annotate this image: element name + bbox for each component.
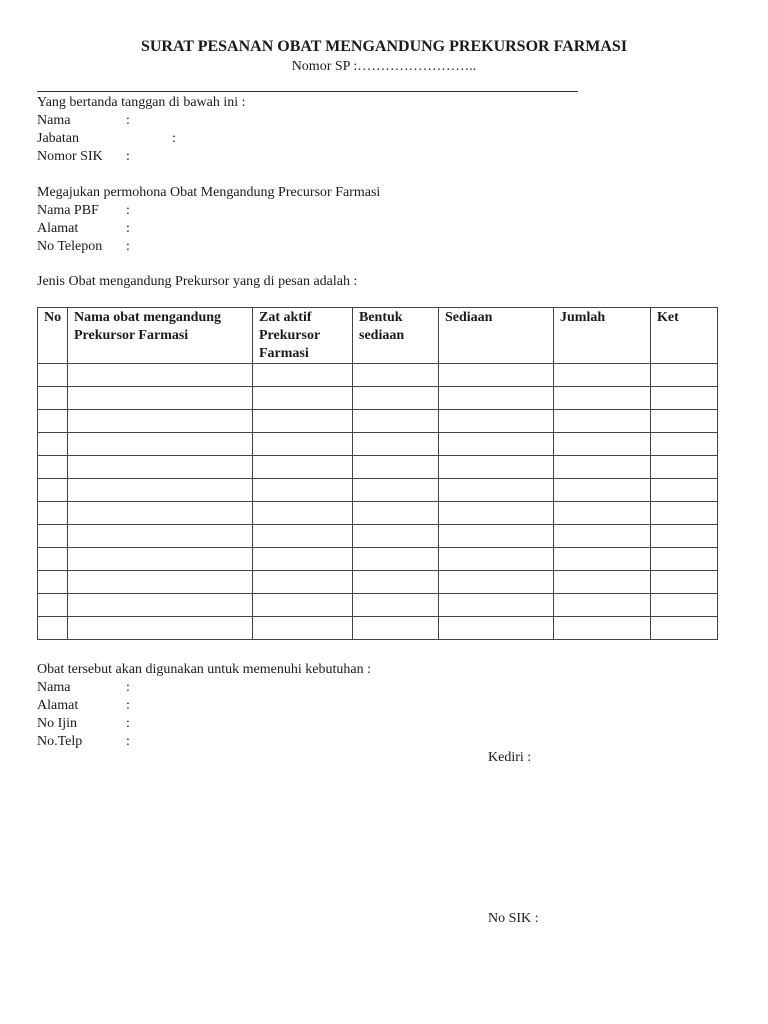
header-nama-obat xyxy=(68,308,253,364)
table-cell[interactable] xyxy=(554,548,651,571)
table-row xyxy=(38,502,718,525)
field-label: No Telepon xyxy=(37,239,103,254)
table-cell[interactable] xyxy=(651,410,718,433)
table-cell[interactable] xyxy=(68,525,253,548)
table-row xyxy=(38,525,718,548)
header-text: Sediaan xyxy=(445,310,493,325)
table-cell[interactable] xyxy=(353,502,439,525)
table-cell[interactable] xyxy=(439,410,554,433)
table-cell[interactable] xyxy=(253,502,353,525)
table-cell[interactable] xyxy=(253,525,353,548)
table-row xyxy=(38,479,718,502)
table-cell[interactable] xyxy=(68,364,253,387)
header-text: sediaan xyxy=(359,328,405,343)
table-row xyxy=(38,387,718,410)
table-cell[interactable] xyxy=(253,456,353,479)
table-row xyxy=(38,571,718,594)
table-cell[interactable] xyxy=(554,433,651,456)
table-cell[interactable] xyxy=(439,364,554,387)
table-cell[interactable] xyxy=(651,364,718,387)
table-row xyxy=(38,364,718,387)
table-cell[interactable] xyxy=(651,479,718,502)
header-sediaan xyxy=(439,308,554,364)
table-cell[interactable] xyxy=(554,410,651,433)
field-colon: : xyxy=(126,221,130,236)
signature-no-sik: No SIK : xyxy=(488,911,539,926)
field-label: No Ijin xyxy=(37,716,78,731)
header-jumlah xyxy=(554,308,651,364)
table-cell[interactable] xyxy=(68,410,253,433)
section1-intro: Yang bertanda tanggan di bawah ini : xyxy=(37,95,246,110)
table-cell[interactable] xyxy=(68,571,253,594)
table-cell[interactable] xyxy=(353,594,439,617)
table-cell[interactable] xyxy=(68,433,253,456)
header-zat-aktif xyxy=(253,308,353,364)
table-row xyxy=(38,617,718,640)
table-cell[interactable] xyxy=(353,410,439,433)
header-text: Zat aktif xyxy=(259,310,312,325)
table-cell[interactable] xyxy=(651,594,718,617)
header-text: Bentuk xyxy=(359,310,403,325)
table-cell[interactable] xyxy=(253,387,353,410)
table-cell[interactable] xyxy=(651,571,718,594)
section3-intro: Obat tersebut akan digunakan untuk memenuhi kebutuhan : xyxy=(37,662,371,677)
field-label: Nama xyxy=(37,113,71,128)
table-cell[interactable] xyxy=(253,617,353,640)
field-label: Nama xyxy=(37,680,71,695)
table-cell[interactable] xyxy=(68,456,253,479)
table-cell[interactable] xyxy=(353,525,439,548)
order-table xyxy=(37,307,718,640)
table-cell[interactable] xyxy=(68,617,253,640)
table-cell[interactable] xyxy=(38,525,68,548)
header-text: Prekursor Farmasi xyxy=(74,328,189,343)
field-colon: : xyxy=(126,734,130,749)
table-row xyxy=(38,410,718,433)
table-cell[interactable] xyxy=(554,479,651,502)
table-row xyxy=(38,548,718,571)
field-label: Jabatan xyxy=(37,131,79,146)
table-cell[interactable] xyxy=(554,617,651,640)
table-cell[interactable] xyxy=(439,433,554,456)
table-cell[interactable] xyxy=(554,387,651,410)
table-cell[interactable] xyxy=(68,502,253,525)
document-title: SURAT PESANAN OBAT MENGANDUNG PREKURSOR FARMASI xyxy=(140,38,628,55)
header-text: Jumlah xyxy=(560,310,606,325)
table-cell[interactable] xyxy=(651,502,718,525)
field-colon: : xyxy=(126,113,130,128)
table-cell[interactable] xyxy=(439,456,554,479)
table-cell[interactable] xyxy=(253,410,353,433)
table-cell[interactable] xyxy=(353,571,439,594)
table-cell[interactable] xyxy=(439,479,554,502)
header-no xyxy=(38,308,68,364)
table-cell[interactable] xyxy=(253,594,353,617)
table-cell[interactable] xyxy=(253,548,353,571)
field-colon: : xyxy=(126,698,130,713)
field-label: Nama PBF xyxy=(37,203,99,218)
field-colon: : xyxy=(126,239,130,254)
table-cell[interactable] xyxy=(353,433,439,456)
table-cell[interactable] xyxy=(38,410,68,433)
table-cell[interactable] xyxy=(554,502,651,525)
table-row xyxy=(38,433,718,456)
table-cell[interactable] xyxy=(651,617,718,640)
header-text: Nama obat mengandung xyxy=(74,310,222,325)
table-cell[interactable] xyxy=(253,433,353,456)
table-cell[interactable] xyxy=(68,387,253,410)
header-ket xyxy=(651,308,718,364)
table-cell[interactable] xyxy=(651,525,718,548)
nomor-sp: Nomor SP :…………………….. xyxy=(291,59,477,74)
section2-intro: Megajukan permohona Obat Mengandung Precursor Farmasi xyxy=(37,185,381,200)
table-cell[interactable] xyxy=(651,433,718,456)
field-colon: : xyxy=(126,680,130,695)
table-cell[interactable] xyxy=(353,387,439,410)
table-cell[interactable] xyxy=(439,548,554,571)
table-cell[interactable] xyxy=(38,387,68,410)
header-bentuk-sediaan xyxy=(353,308,439,364)
header-divider xyxy=(37,91,578,92)
table-cell[interactable] xyxy=(554,571,651,594)
table-cell[interactable] xyxy=(38,364,68,387)
table-cell[interactable] xyxy=(253,479,353,502)
table-cell[interactable] xyxy=(353,479,439,502)
table-cell[interactable] xyxy=(68,548,253,571)
table-row xyxy=(38,594,718,617)
table-cell[interactable] xyxy=(353,456,439,479)
table-row xyxy=(38,456,718,479)
table-cell[interactable] xyxy=(38,571,68,594)
table-cell[interactable] xyxy=(38,479,68,502)
table-header-row xyxy=(38,308,718,364)
field-colon: : xyxy=(126,149,130,164)
table-cell[interactable] xyxy=(38,617,68,640)
table-cell[interactable] xyxy=(38,594,68,617)
signature-place-date: Kediri : xyxy=(488,750,532,765)
table-cell[interactable] xyxy=(68,594,253,617)
field-colon: : xyxy=(126,716,130,731)
table-cell[interactable] xyxy=(253,364,353,387)
field-colon: : xyxy=(172,131,176,146)
table-cell[interactable] xyxy=(651,387,718,410)
table-cell[interactable] xyxy=(554,456,651,479)
table-cell[interactable] xyxy=(554,594,651,617)
header-text: Prekursor xyxy=(259,328,321,343)
field-colon: : xyxy=(126,203,130,218)
field-label: Alamat xyxy=(37,698,79,713)
table-cell[interactable] xyxy=(439,617,554,640)
table-cell[interactable] xyxy=(353,617,439,640)
header-text: No xyxy=(44,310,62,325)
table-cell[interactable] xyxy=(253,571,353,594)
table-cell[interactable] xyxy=(353,548,439,571)
table-cell[interactable] xyxy=(439,594,554,617)
table-cell[interactable] xyxy=(38,433,68,456)
table-intro: Jenis Obat mengandung Prekursor yang di pesan adalah : xyxy=(37,274,358,289)
table-cell[interactable] xyxy=(651,548,718,571)
table-cell[interactable] xyxy=(439,525,554,548)
table-cell[interactable] xyxy=(68,479,253,502)
table-cell[interactable] xyxy=(554,364,651,387)
header-text: Farmasi xyxy=(259,346,309,361)
table-cell[interactable] xyxy=(554,525,651,548)
field-label: Nomor SIK xyxy=(37,149,103,164)
table-cell[interactable] xyxy=(651,456,718,479)
field-label: No.Telp xyxy=(37,734,83,749)
table-cell[interactable] xyxy=(38,502,68,525)
table-cell[interactable] xyxy=(439,571,554,594)
table-cell[interactable] xyxy=(38,548,68,571)
table-cell[interactable] xyxy=(439,387,554,410)
table-cell[interactable] xyxy=(353,364,439,387)
field-label: Alamat xyxy=(37,221,79,236)
header-text: Ket xyxy=(657,310,679,325)
table-cell[interactable] xyxy=(38,456,68,479)
table-cell[interactable] xyxy=(439,502,554,525)
